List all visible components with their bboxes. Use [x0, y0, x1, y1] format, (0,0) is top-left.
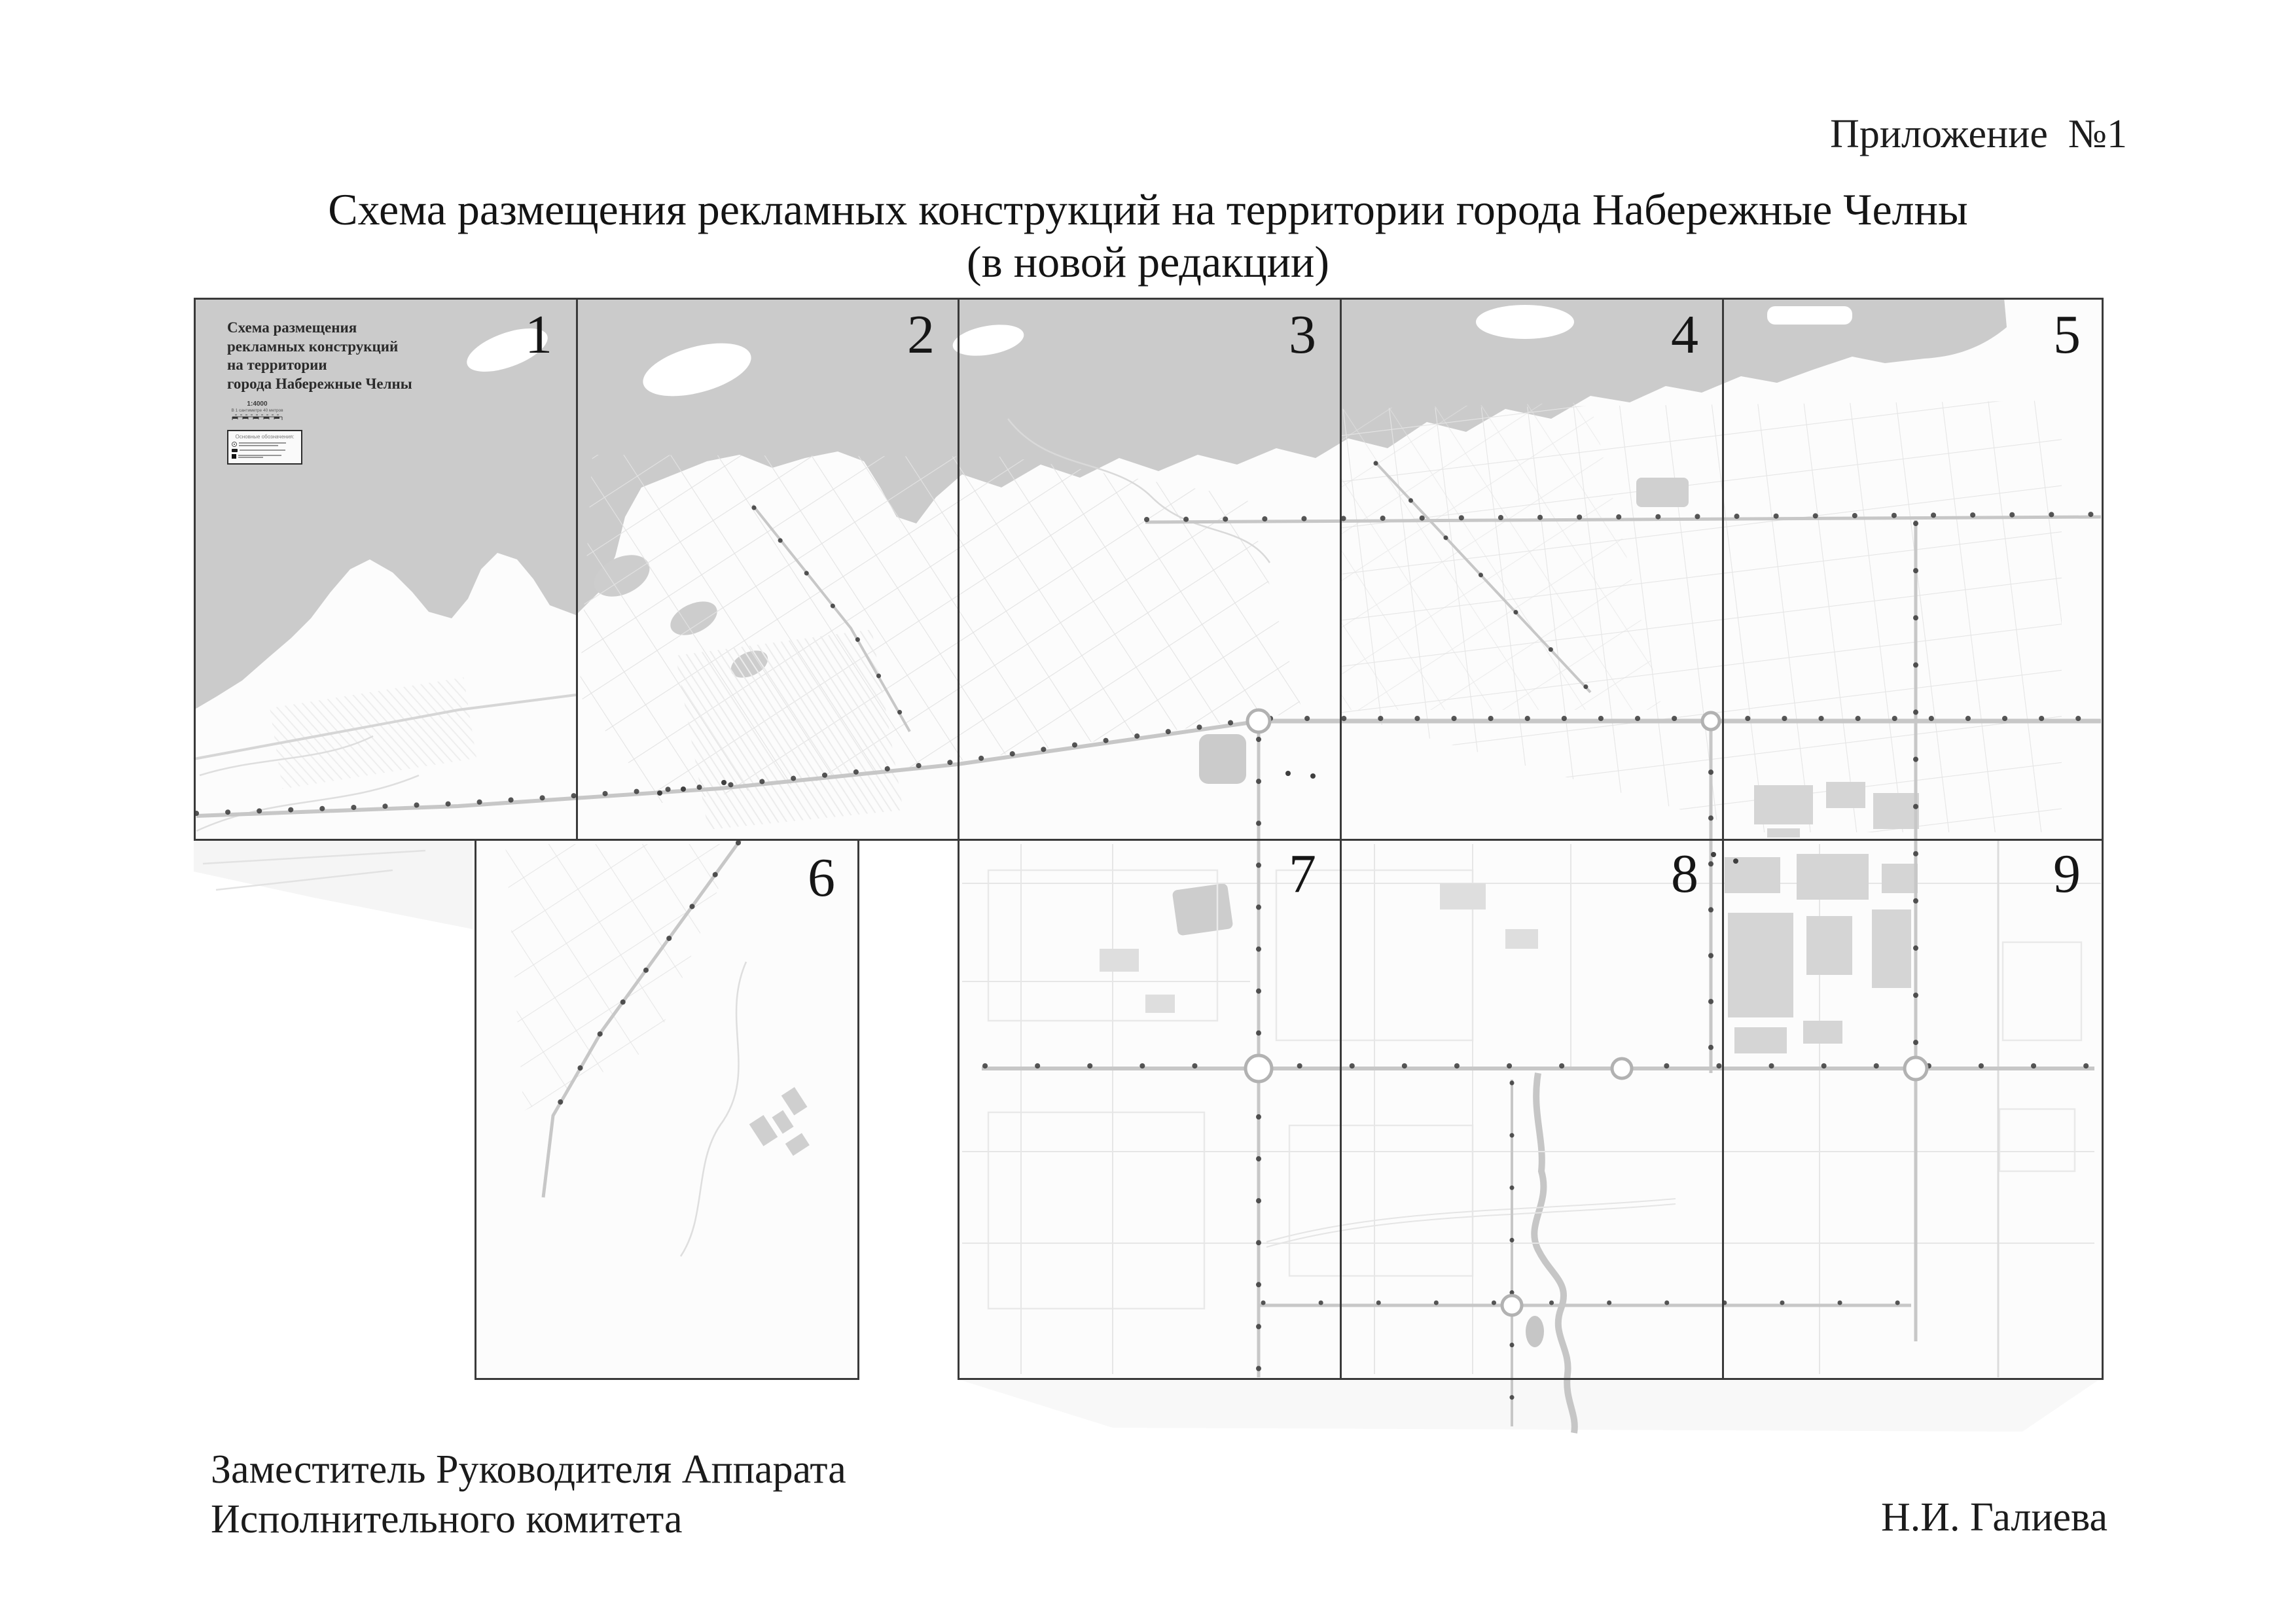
signature-position-line2: Исполнительного комитета	[211, 1497, 683, 1542]
signatory-name: Н.И. Галиева	[1880, 1495, 2108, 1540]
map-grid-cell-6	[475, 839, 859, 1380]
grid-cell-number-1: 1	[525, 304, 552, 365]
grid-cell-number-6: 6	[808, 847, 835, 908]
scale-bar-graphic	[230, 414, 285, 421]
document-title-line1: Схема размещения рекламных конструкций на территории города Набережные Челны	[328, 185, 1968, 234]
grid-cell-number-8: 8	[1671, 843, 1698, 904]
legend-item	[232, 449, 298, 452]
grid-divider	[1722, 300, 1724, 839]
legend-item-text-placeholder	[239, 442, 286, 447]
grid-cell-number-9: 9	[2053, 843, 2081, 904]
map-scale-note: В 1 сантиметре 40 метров	[231, 408, 283, 413]
legend-item-text-placeholder	[240, 449, 285, 452]
document-title	[0, 183, 2296, 288]
signature-block	[211, 1445, 846, 1544]
legend-title: Основные обозначения:	[235, 434, 295, 440]
legend-item	[232, 442, 298, 447]
map-grid-row2	[958, 839, 2104, 1380]
map-scale-ratio: 1:4000	[247, 400, 268, 408]
grid-cell-number-2: 2	[907, 304, 935, 365]
map-inset-title-line: города Набережные Челны	[227, 375, 412, 392]
map-inset-title-line: Схема размещения	[227, 319, 357, 336]
map-inset-title	[227, 319, 685, 393]
grid-divider	[1340, 300, 1342, 839]
black-square-symbol-icon	[232, 454, 236, 459]
signature-position-line1: Заместитель Руководителя Аппарата	[211, 1447, 846, 1492]
legend-item	[232, 454, 298, 459]
grid-divider	[1722, 839, 1724, 1378]
grid-divider	[1340, 839, 1342, 1378]
map-inset-title-line: на территории	[227, 357, 327, 373]
legend-box	[227, 430, 302, 465]
grid-cell-number-5: 5	[2053, 304, 2081, 365]
circle-marker-symbol-icon	[232, 442, 237, 447]
grid-divider	[958, 300, 960, 839]
legend-item-text-placeholder	[238, 454, 281, 459]
map-inset-title-line: рекламных конструкций	[227, 338, 399, 355]
map-scale-block	[227, 400, 287, 425]
grid-cell-number-4: 4	[1671, 304, 1698, 365]
document-title-line2: (в новой редакции)	[966, 237, 1330, 287]
black-bar-symbol-icon	[232, 449, 238, 452]
map-inset	[227, 319, 685, 440]
grid-cell-number-7: 7	[1289, 843, 1316, 904]
appendix-label: Приложение №1	[1830, 112, 2127, 156]
grid-cell-number-3: 3	[1289, 304, 1316, 365]
